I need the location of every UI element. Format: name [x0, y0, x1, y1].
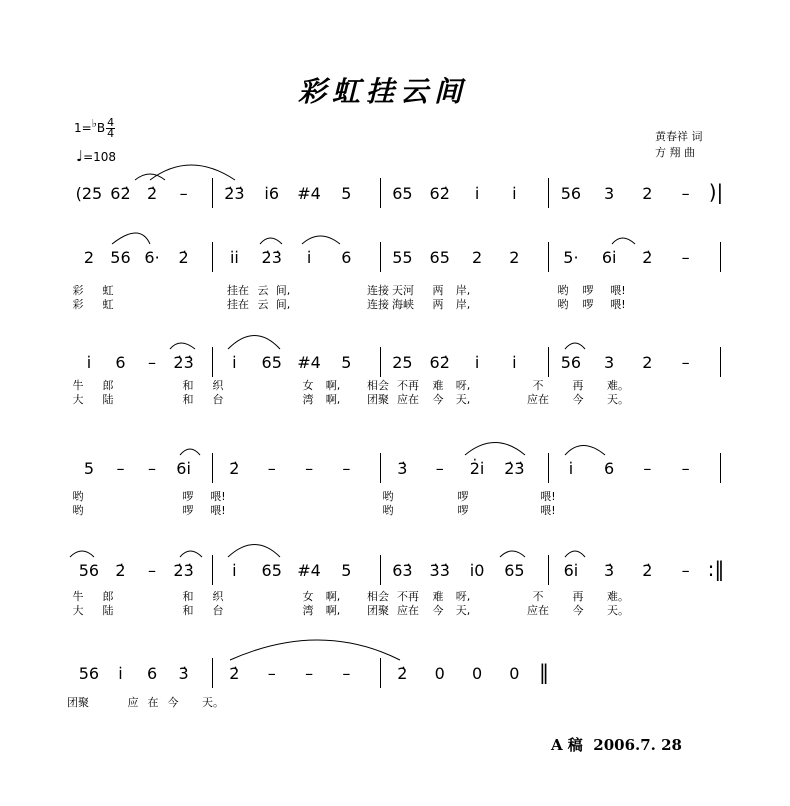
note: 2̇3̇ — [504, 459, 525, 478]
slur — [565, 343, 585, 349]
lyric-word: 再 — [572, 379, 584, 392]
lyric-word: 虹 — [102, 284, 114, 297]
slur — [135, 174, 165, 180]
lyric-word: 挂在 — [227, 284, 249, 297]
note: 6 — [604, 459, 615, 478]
note: 65 — [261, 561, 282, 580]
note: 3 — [604, 184, 615, 203]
note: 2 — [509, 248, 520, 267]
lyric-word: 和 — [182, 590, 194, 603]
lyric-word: 织 — [212, 379, 224, 392]
lyric-word: 啊, — [325, 393, 341, 406]
note: i̇ — [232, 561, 237, 580]
lyric-word: 喂! — [210, 504, 226, 517]
lyric-word: 两 — [432, 284, 444, 297]
lyric-word: 间, — [275, 284, 291, 297]
note: – — [681, 184, 690, 203]
lyric-word: 啰 — [582, 284, 594, 297]
note: 56 — [110, 248, 131, 267]
lyric-word: 虹 — [102, 298, 114, 311]
slur — [180, 449, 200, 455]
note: 2̇ — [229, 664, 240, 683]
tempo-value: =108 — [83, 150, 117, 164]
lyric-word: 啰 — [182, 490, 194, 503]
lyric-word: 难 — [432, 379, 444, 392]
time-top: 4 — [107, 116, 115, 129]
note: 2̇ — [229, 459, 240, 478]
lyric-word: 呀, — [455, 379, 471, 392]
lyric-word: 牛 — [72, 590, 84, 603]
note: 5 — [83, 459, 95, 478]
slur — [228, 545, 280, 558]
draft-label: A 稿 — [550, 736, 583, 754]
note: i̇ — [118, 664, 123, 683]
lyric-word: 应在 — [527, 393, 549, 406]
note: 3 — [604, 353, 615, 372]
lyric-word: 难。 — [607, 590, 629, 603]
lyric-word: 天。 — [202, 696, 224, 709]
lyric-word: 喂! — [210, 490, 226, 503]
note: – — [342, 459, 351, 478]
lyric-word: 喂! — [540, 490, 556, 503]
note: i̇ — [86, 353, 92, 372]
note: 0 — [471, 664, 483, 683]
lyric-word: 啊, — [325, 590, 341, 603]
lyric-word: 织 — [212, 590, 224, 603]
lyric-word: 哟 — [557, 284, 569, 297]
lyric-word: 彩 — [72, 284, 84, 297]
lyric-word: 大 — [72, 393, 84, 406]
note: i̇ — [512, 184, 517, 203]
lyric-word: 天, — [455, 604, 471, 617]
note: 6 — [146, 664, 158, 683]
note: 65 — [261, 353, 282, 372]
note: i̇i̇ — [229, 248, 239, 267]
note: i̇ — [232, 353, 237, 372]
lyric-word: 陆 — [102, 604, 114, 617]
note: 2̇ — [642, 248, 653, 267]
lyric-word: 不再 — [397, 590, 419, 603]
lyric-word: 啊, — [325, 604, 341, 617]
note: – — [267, 459, 276, 478]
note: 6i̇ — [176, 459, 191, 478]
note: i̇ — [568, 459, 574, 478]
lyric-word: 海峡 — [392, 298, 414, 311]
slur — [612, 238, 635, 244]
note: 2̇ — [642, 561, 653, 580]
note: – — [681, 353, 690, 372]
lyric-word: 今 — [572, 393, 584, 406]
note: 62̇ — [429, 184, 450, 203]
lyric-word: 喂! — [610, 298, 626, 311]
lyric-word: 喂! — [540, 504, 556, 517]
note: i̇0 — [469, 561, 485, 580]
note: i̇ — [512, 353, 517, 372]
lyric-word: 啊, — [325, 379, 341, 392]
note: 56 — [78, 664, 100, 683]
lyric-word: 应在 — [397, 393, 419, 406]
lyric-word: 云 — [257, 284, 269, 297]
lyric-word: 喂! — [610, 284, 626, 297]
lyric-word: 啰 — [182, 504, 194, 517]
note: #4 — [297, 184, 321, 203]
note: – — [681, 248, 690, 267]
note: 0 — [434, 664, 445, 683]
slur — [70, 551, 94, 557]
lyric-word: 应在 — [397, 604, 419, 617]
note: 56 — [560, 353, 582, 372]
lyric-word: 啰 — [457, 504, 469, 517]
lyric-word: 哟 — [72, 504, 84, 517]
lyric-word: 难。 — [607, 379, 629, 392]
lyric-word: 不 — [532, 590, 544, 603]
note: #4 — [297, 561, 321, 580]
lyric-word: 挂在 — [227, 298, 249, 311]
note: 2 — [642, 353, 653, 372]
lyric-word: 湾 — [302, 604, 314, 617]
lyric-word: 台 — [212, 393, 224, 406]
draft-stamp — [551, 734, 682, 755]
note: 2̇ — [178, 248, 189, 267]
lyric-word: 相会 — [367, 590, 389, 603]
lyric-word: 难 — [432, 590, 444, 603]
note: #4 — [297, 353, 321, 372]
note: i̇ — [474, 184, 480, 203]
note: – — [148, 353, 157, 372]
note: 2̇i̇ — [469, 459, 485, 478]
note: – — [681, 561, 690, 580]
lyric-word: 团聚 — [367, 393, 389, 406]
lyric-word: 和 — [182, 604, 194, 617]
slur — [302, 236, 340, 244]
note: 3̇ — [178, 664, 189, 683]
quarter-note-icon: ♩ — [76, 147, 84, 165]
note: 3̇ — [397, 459, 408, 478]
note: 65 — [504, 561, 525, 580]
note: 65 — [392, 184, 413, 203]
lyric-word: 郎 — [102, 590, 114, 603]
note: 2̇ — [115, 561, 126, 580]
note: 5 — [341, 561, 352, 580]
note: 65 — [429, 248, 450, 267]
lyric-word: 连接 — [367, 284, 389, 297]
final-barline: ‖ — [539, 660, 549, 684]
lyric-word: 啰 — [457, 490, 469, 503]
lyric-word: 今 — [167, 696, 179, 709]
key-prefix: 1= — [74, 121, 92, 135]
lyric-word: 哟 — [382, 504, 394, 517]
note: – — [435, 459, 444, 478]
lyric-word: 天。 — [607, 604, 629, 617]
lyric-word: 女 — [302, 590, 314, 603]
key-tonic: B — [96, 121, 106, 135]
note: 3̇3̇ — [429, 561, 450, 580]
note: 6i̇ — [601, 248, 617, 267]
slur — [180, 551, 202, 557]
note: – — [305, 459, 314, 478]
lyricist-credit: 黄春祥 词 — [655, 130, 703, 143]
lyric-word: 牛 — [72, 379, 84, 392]
note: 63̇ — [392, 561, 413, 580]
lyric-word: 今 — [432, 393, 444, 406]
note: – — [267, 664, 276, 683]
lyric-word: 郎 — [102, 379, 114, 392]
flat-sign: ♭ — [91, 117, 97, 130]
closing-barline: )| — [708, 180, 724, 204]
slur — [565, 446, 605, 456]
lyric-word: 再 — [572, 590, 584, 603]
lyric-word: 岸, — [455, 298, 471, 311]
slur — [230, 640, 400, 660]
note: 6 — [341, 248, 352, 267]
note: 6 — [115, 353, 126, 372]
note: – — [116, 459, 125, 478]
note: (25 — [75, 184, 103, 203]
lyric-word: 云 — [257, 298, 269, 311]
note: 3̇ — [604, 561, 615, 580]
note: 2 — [471, 248, 483, 267]
lyric-word: 女 — [302, 379, 314, 392]
lyric-word: 连接 — [367, 298, 389, 311]
lyric-word: 天。 — [607, 393, 629, 406]
note: 2̇3̇ — [173, 561, 194, 580]
lyric-word: 天, — [455, 393, 471, 406]
lyric-word: 应在 — [527, 604, 549, 617]
note: 62̇ — [110, 184, 131, 203]
lyric-word: 呀, — [455, 590, 471, 603]
lyric-word: 哟 — [557, 298, 569, 311]
note: 55 — [392, 248, 413, 267]
note: i̇6 — [264, 184, 280, 203]
lyric-word: 哟 — [382, 490, 394, 503]
lyric-word: 今 — [572, 604, 584, 617]
time-bottom: 4 — [107, 127, 115, 140]
lyric-word: 湾 — [302, 393, 314, 406]
slur — [465, 443, 525, 456]
draft-date: 2006.7. 28 — [593, 736, 682, 754]
slur — [170, 343, 195, 349]
lyric-word: 间, — [275, 298, 291, 311]
note: 0 — [509, 664, 520, 683]
lyric-word: 哟 — [72, 490, 84, 503]
lyric-word: 应 — [127, 696, 139, 709]
note: i̇ — [474, 353, 480, 372]
slur — [112, 233, 150, 244]
lyric-word: 和 — [182, 379, 194, 392]
lyric-word: 今 — [432, 604, 444, 617]
note: 6i̇ — [563, 561, 579, 580]
lyric-word: 团聚 — [67, 696, 89, 709]
note: – — [342, 664, 351, 683]
lyric-word: 岸, — [455, 284, 471, 297]
lyric-word: 陆 — [102, 393, 114, 406]
song-title: 彩虹挂云间 — [298, 75, 469, 108]
lyric-word: 在 — [147, 696, 159, 709]
lyric-word: 和 — [182, 393, 194, 406]
lyric-word: 相会 — [367, 379, 389, 392]
note: 5 — [341, 353, 352, 372]
note: 6· — [144, 248, 160, 267]
note: 2̇ — [397, 664, 408, 683]
note: 56 — [78, 561, 100, 580]
note: – — [681, 459, 690, 478]
note: 2 — [642, 184, 653, 203]
note: 25 — [392, 353, 413, 372]
note: – — [643, 459, 652, 478]
note: 5 — [341, 184, 352, 203]
lyric-word: 天河 — [392, 284, 414, 297]
slur — [260, 238, 282, 244]
lyric-word: 彩 — [72, 298, 84, 311]
slur — [228, 336, 280, 350]
lyric-word: 团聚 — [367, 604, 389, 617]
lyric-word: 台 — [212, 604, 224, 617]
lyric-word: 两 — [432, 298, 444, 311]
note: 2̇3̇ — [261, 248, 282, 267]
lyric-word: 不 — [532, 379, 544, 392]
note: 56 — [560, 184, 582, 203]
slur — [500, 551, 525, 557]
note: i̇ — [306, 248, 312, 267]
note: – — [148, 561, 157, 580]
note: 2 — [83, 248, 95, 267]
note: – — [305, 664, 314, 683]
note: 2̇3̇ — [173, 353, 194, 372]
lyric-word: 不再 — [397, 379, 419, 392]
note: – — [148, 459, 157, 478]
lyric-word: 大 — [72, 604, 84, 617]
note: 62̇ — [429, 353, 450, 372]
lyric-word: 啰 — [582, 298, 594, 311]
note: – — [179, 184, 188, 203]
note: 5· — [563, 248, 579, 267]
note: 2̇3̇ — [224, 184, 245, 203]
repeat-barline: :‖ — [707, 557, 725, 581]
note: 2̇ — [146, 184, 158, 203]
slur — [565, 551, 585, 557]
composer-credit: 方 翔 曲 — [655, 146, 695, 159]
